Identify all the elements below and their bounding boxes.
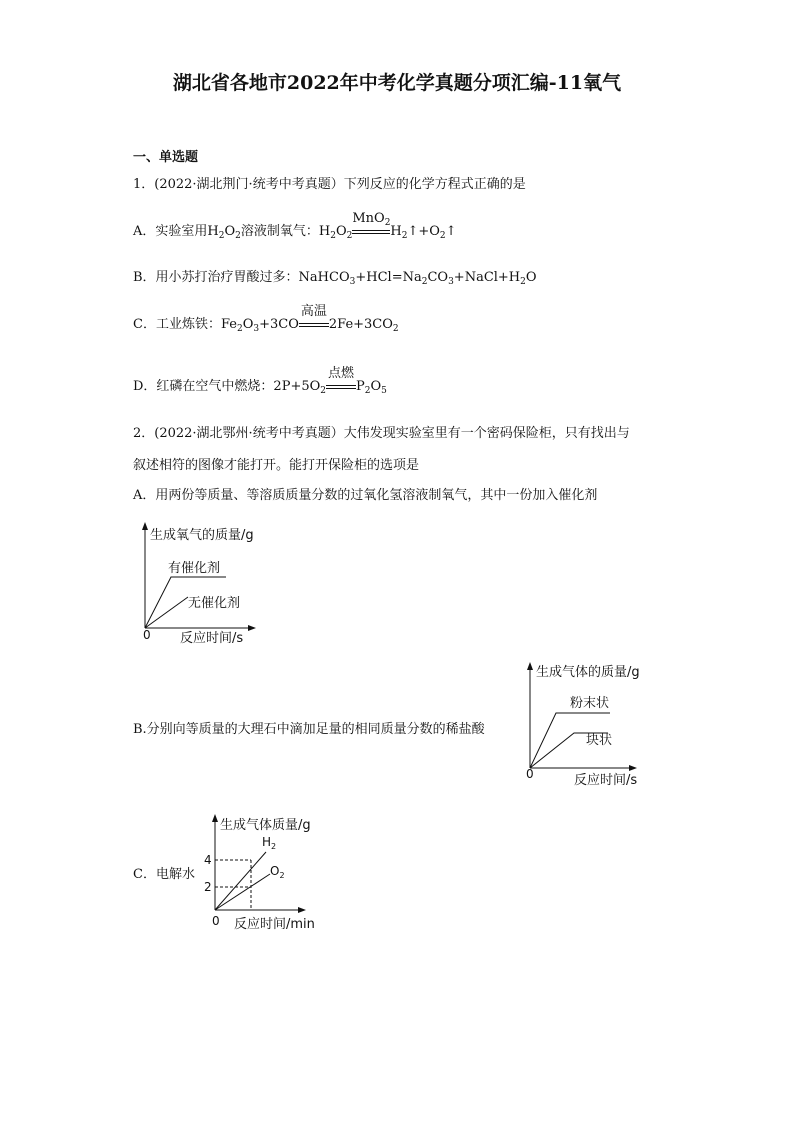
q1-c-text: C．工业炼铁：Fe — [133, 317, 237, 332]
q1-d-cond: 点燃 — [327, 366, 354, 381]
graph-b-line1-label: 粉末状 — [570, 696, 610, 711]
q1-option-d: D．红磷在空气中燃烧：$2P+5O_2$ 点燃 $P_2O_5$ — [133, 375, 387, 394]
q1-c-prod: 2Fe+3CO — [328, 317, 393, 332]
q2-option-a: A．用两份等质量、等溶质质量分数的过氧化氢溶液制氧气，其中一份加入催化剂 — [133, 488, 598, 503]
q1-c-mid: O — [242, 317, 254, 332]
q1-d-equals — [326, 366, 356, 394]
graph-c-tick-2: 2 — [204, 880, 212, 894]
q1-stem: 1．(2022·湖北荆门·统考中考真题）下列反应的化学方程式正确的是 — [133, 177, 526, 192]
graph-c-xlabel: 反应时间/min — [234, 917, 315, 932]
graph-b-ylabel: 生成气体的质量/g — [536, 665, 640, 680]
graph-a-origin: 0 — [143, 628, 151, 642]
q1-option-c: C．工业炼铁：$Fe_2O_3+3CO$ 高温 $2Fe+3CO_2$ — [133, 313, 399, 332]
q1-a-cond: MnO — [352, 211, 385, 226]
graph-b-xlabel: 反应时间/s — [574, 773, 638, 788]
graph-c-line1-label — [262, 835, 276, 851]
graph-c — [198, 812, 328, 934]
q1-b-rest3: +NaCl+H — [453, 270, 521, 285]
q1-a-mid: 溶液制氧气：H — [240, 224, 331, 239]
q1-d-prod2: O — [370, 379, 382, 394]
graph-b-line2-label: 块状 — [586, 733, 613, 748]
q1-d-prod: P — [356, 379, 365, 394]
graph-b-origin: 0 — [526, 767, 534, 781]
q1-b-rest2: CO — [427, 270, 449, 285]
q1-option-a: A．实验室用$H_2O_2$溶液制氧气：$H_2O_2$ MnO$_2$ $H_2↑+O_2↑$ — [133, 211, 457, 241]
q1-c-cond: 高温 — [300, 304, 327, 319]
q1-option-b: B．用小苏打治疗胃酸过多：$NaHCO_3+HCl=Na_2CO_3+NaCl+H_2O$ — [133, 270, 537, 287]
q1-d-text: D．红磷在空气中燃烧：2P+5O — [133, 379, 321, 394]
graph-c-line1-sub: 2 — [271, 842, 277, 851]
graph-a-xlabel: 反应时间/s — [180, 631, 244, 646]
graph-a — [128, 520, 268, 648]
q1-a-arrow: ↑ — [445, 224, 457, 239]
section-heading: 一、单选题 — [133, 150, 199, 165]
q1-b-rest4: O — [525, 270, 537, 285]
graph-a-line2-label: 无催化剂 — [188, 596, 241, 611]
page-title: 湖北省各地市2022年中考化学真题分项汇编-11氧气 — [172, 72, 622, 94]
q2-option-c: C．电解水 — [133, 867, 195, 882]
q2-option-b: B.分别向等质量的大理石中滴加足量的相同质量分数的稀盐酸 — [133, 722, 485, 737]
q1-a-end: ↑+O — [407, 224, 440, 239]
q1-c-mid2: +3CO — [259, 317, 299, 332]
graph-b — [522, 660, 652, 792]
q1-c-equals — [299, 304, 329, 332]
q2-stem-line1: 2．(2022·湖北鄂州·统考中考真题）大伟发现实验室里有一个密码保险柜，只有找出与 — [133, 426, 630, 441]
graph-a-line1-label: 有催化剂 — [168, 561, 221, 576]
q1-a-prefix: A．实验室用H — [133, 224, 219, 239]
graph-c-ylabel: 生成气体质量/g — [220, 818, 311, 833]
graph-c-line2-label — [270, 864, 285, 880]
q1-b-text: B．用小苏打治疗胃酸过多：NaHCO — [133, 270, 350, 285]
graph-c-line2-main: O — [270, 864, 280, 878]
graph-c-line2-sub: 2 — [279, 871, 285, 880]
graph-c-line1-main: H — [262, 835, 272, 849]
q1-a-equals: MnO$_2$ — [352, 224, 390, 239]
q2-stem-line2: 叙述相符的图像才能打开。能打开保险柜的选项是 — [133, 458, 420, 473]
graph-c-tick-4: 4 — [204, 853, 212, 867]
graph-a-ylabel: 生成氧气的质量/g — [150, 528, 254, 543]
q1-b-rest: +HCl=Na — [355, 270, 422, 285]
q1-a-prod: H — [390, 224, 402, 239]
graph-c-origin: 0 — [212, 914, 220, 928]
